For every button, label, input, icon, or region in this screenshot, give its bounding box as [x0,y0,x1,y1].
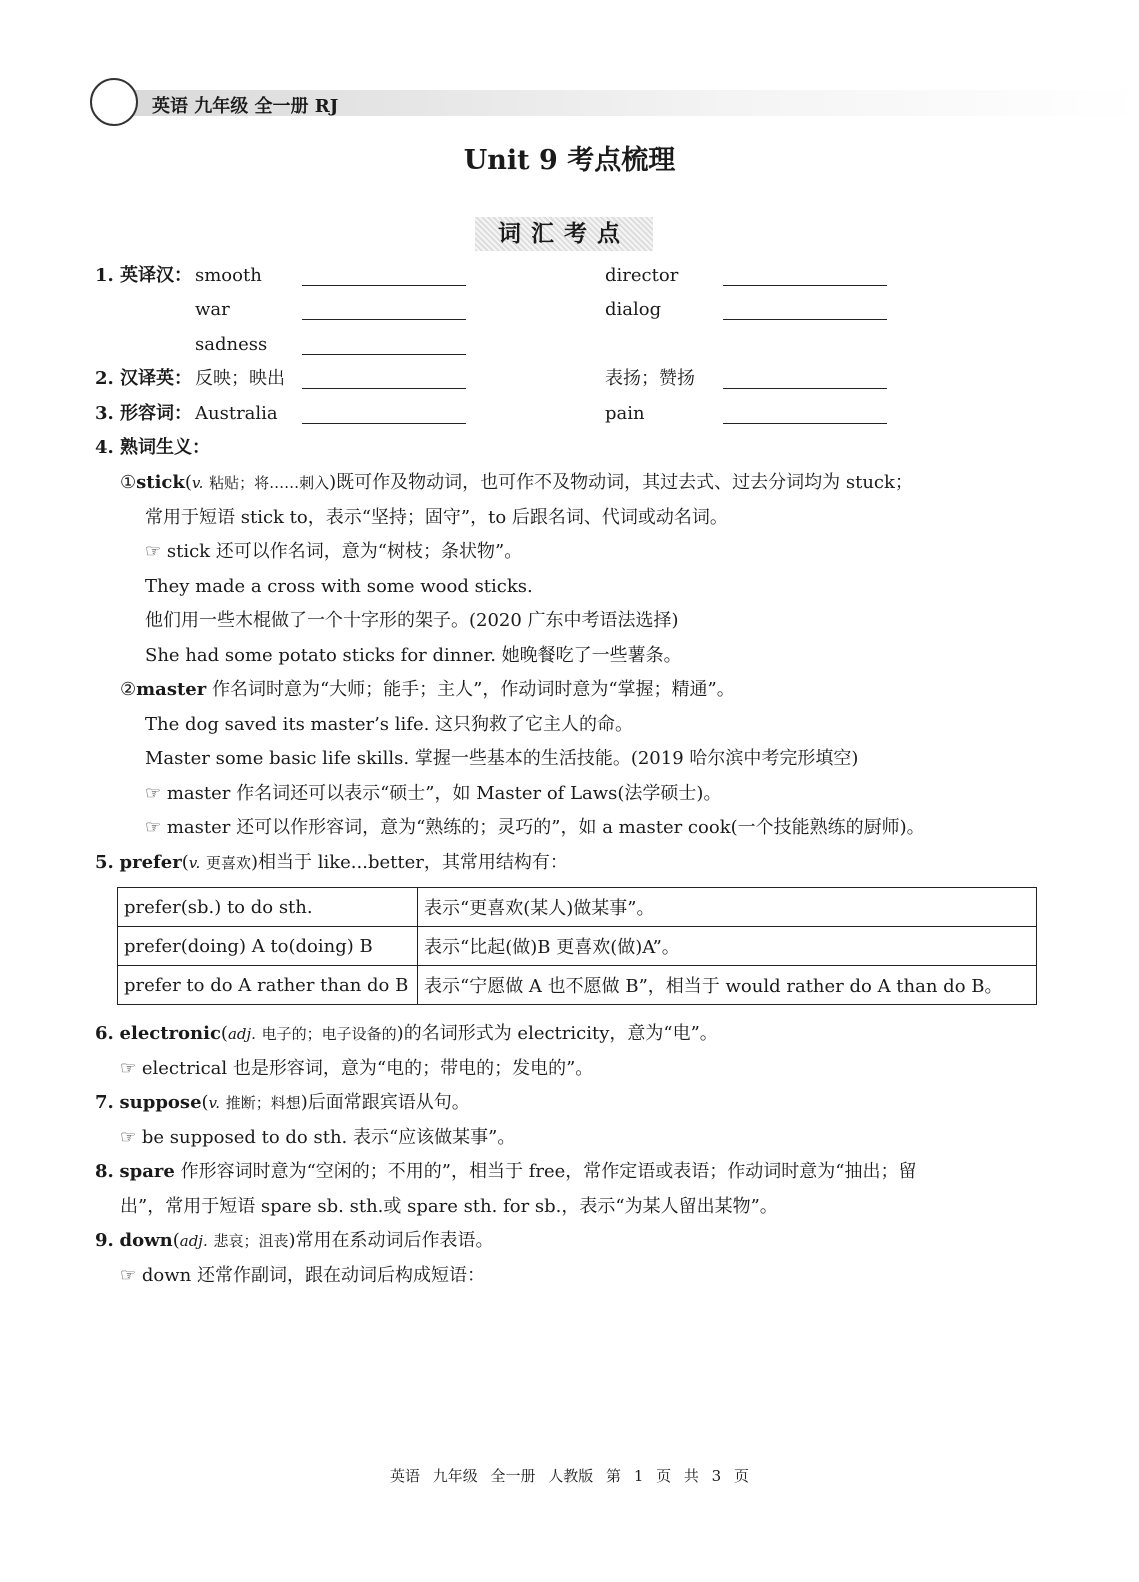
table-row [118,927,1037,966]
answer-blank[interactable] [302,319,466,320]
tip-line [120,1057,593,1081]
example-line: 他们用一些木棍做了一个十字形的架子。(2020 广东中考语法选择) [145,610,679,631]
keyword: prefer [119,852,182,873]
pointing-hand-icon: ☞ [145,783,167,804]
tip-line [145,540,522,564]
example-line: The dog saved its master’s life. 这只狗救了它主人的命。 [145,714,634,735]
answer-blank[interactable] [723,319,887,320]
tip-text: electrical 也是形容词，意为“电的；带电的；发电的”。 [141,1058,594,1079]
q4-master-line [120,678,735,702]
tip-line [120,1126,515,1150]
keyword: stick [136,472,185,493]
section-heading: 词汇考点 [475,217,653,251]
q3-word: Australia [195,403,278,424]
answer-blank[interactable] [723,388,887,389]
q1-word: director [605,265,679,286]
keyword: suppose [119,1092,202,1113]
def: 推断；料想 [225,1094,301,1112]
pos: adj. [179,1232,208,1250]
q3-label: 3. 形容词： [95,403,193,424]
rest: )后面常跟宾语从句。 [300,1092,470,1113]
tip-text: be supposed to do sth. 表示“应该做某事”。 [141,1127,516,1148]
page-header [90,78,1139,120]
q9-line: 9. down(adj. 悲哀；沮丧)常用在系动词后作表语。 [95,1230,494,1251]
table-cell: 表示“宁愿做 A 也不愿做 B”，相当于 would rather do A than do B。 [418,966,1037,1005]
text-line: 出”，常用于短语 spare sb. sth.或 spare sth. for sb.，表示“为某人留出某物”。 [120,1196,778,1217]
q3-word: pain [605,403,645,424]
answer-blank[interactable] [302,354,466,355]
tip-text: master 作名词还可以表示“硕士”，如 Master of Laws(法学硕士)。 [166,783,722,804]
num: 9. [95,1230,114,1251]
prefer-structure-table [117,887,1037,1005]
q6-line: 6. electronic(adj. 电子的；电子设备的)的名词形式为 electricity，意为“电”。 [95,1023,718,1044]
q2-word: 反映；映出 [195,368,285,389]
answer-blank[interactable] [302,388,466,389]
keyword: down [119,1230,173,1251]
tip-text: down 还常作副词，跟在动词后构成短语： [141,1265,485,1286]
pointing-hand-icon: ☞ [120,1265,142,1286]
example-line: She had some potato sticks for dinner. 她晚餐吃了一些薯条。 [145,645,682,666]
pos: v. [188,854,201,872]
pointing-hand-icon: ☞ [145,817,167,838]
text-line: 常用于短语 stick to，表示“坚持；固守”，to 后跟名词、代词或动名词。 [145,507,728,528]
publisher-logo [90,78,138,126]
q1-word: smooth [195,265,262,286]
def: 悲哀；沮丧 [213,1232,289,1250]
rest: )相当于 like...better，其常用结构有： [250,852,568,873]
keyword: master [136,679,207,700]
table-row [118,888,1037,927]
page-footer: 英语 九年级 全一册 人教版 第 1 页 共 3 页 [389,1467,749,1485]
q2-word: 表扬；赞扬 [605,368,695,389]
q7-line: 7. suppose(v. 推断；料想)后面常跟宾语从句。 [95,1092,470,1113]
tip-line [145,782,721,806]
pointing-hand-icon: ☞ [120,1127,142,1148]
pointing-hand-icon: ☞ [120,1058,142,1079]
example-line: They made a cross with some wood sticks. [145,576,533,597]
table-cell: 表示“更喜欢(某人)做某事”。 [418,888,1037,927]
table-cell: prefer(sb.) to do sth. [118,888,418,927]
table-cell: 表示“比起(做)B 更喜欢(做)A”。 [418,927,1037,966]
rest: 作名词时意为“大师；能手；主人”，作动词时意为“掌握；精通”。 [206,679,735,700]
answer-blank[interactable] [723,285,887,286]
answer-blank[interactable] [302,285,466,286]
q4-stick-line: ①stick(v. 粘贴；将……刺入)既可作及物动词，也可作不及物动词，其过去式、过去分词均为 stuck； [120,472,913,493]
q8-line [95,1160,916,1184]
rest: )既可作及物动词，也可作不及物动词，其过去式、过去分词均为 stuck； [329,472,913,493]
q4-label: 4. 熟词生义： [95,437,211,458]
table-row [118,966,1037,1005]
num: 7. [95,1092,114,1113]
pointing-hand-icon: ☞ [145,541,167,562]
q1-label: 1. 英译汉： [95,265,193,286]
q1-word: war [195,299,230,320]
tip-line [145,816,925,840]
q1-word: sadness [195,334,268,355]
answer-blank[interactable] [302,423,466,424]
keyword: spare [119,1161,175,1182]
page-title: Unit 9 考点梳理 [463,145,676,176]
rest: )常用在系动词后作表语。 [288,1230,494,1251]
num: 5. [95,852,114,873]
def: 粘贴；将……刺入 [209,474,330,492]
table-cell: prefer to do A rather than do B [118,966,418,1005]
num: ① [120,472,137,493]
tip-text: stick 还可以作名词，意为“树枝；条状物”。 [166,541,523,562]
rest: )的名词形式为 electricity，意为“电”。 [396,1023,718,1044]
pos: v. [208,1094,221,1112]
pos: adj. [227,1025,256,1043]
q2-label: 2. 汉译英： [95,368,193,389]
pos: v. [191,474,204,492]
q5-line: 5. prefer(v. 更喜欢)相当于 like...better，其常用结构有： [95,852,568,873]
num: 6. [95,1023,114,1044]
example-line: Master some basic life skills. 掌握一些基本的生活技能。(2019 哈尔滨中考完形填空) [145,748,859,769]
table-cell: prefer(doing) A to(doing) B [118,927,418,966]
tip-text: master 还可以作形容词，意为“熟练的；灵巧的”，如 a master cook(一个技能熟练的厨师)。 [166,817,925,838]
keyword: electronic [119,1023,221,1044]
q1-word: dialog [605,299,662,320]
tip-line [120,1264,485,1288]
num: ② [120,679,137,700]
rest: 作形容词时意为“空闲的；不用的”，相当于 free，常作定语或表语；作动词时意为“抽出；留 [174,1161,917,1182]
answer-blank[interactable] [723,423,887,424]
def: 更喜欢 [205,854,251,872]
num: 8. [95,1161,114,1182]
header-subject: 英语 九年级 全一册 RJ [152,96,339,117]
def: 电子的；电子设备的 [261,1025,397,1043]
